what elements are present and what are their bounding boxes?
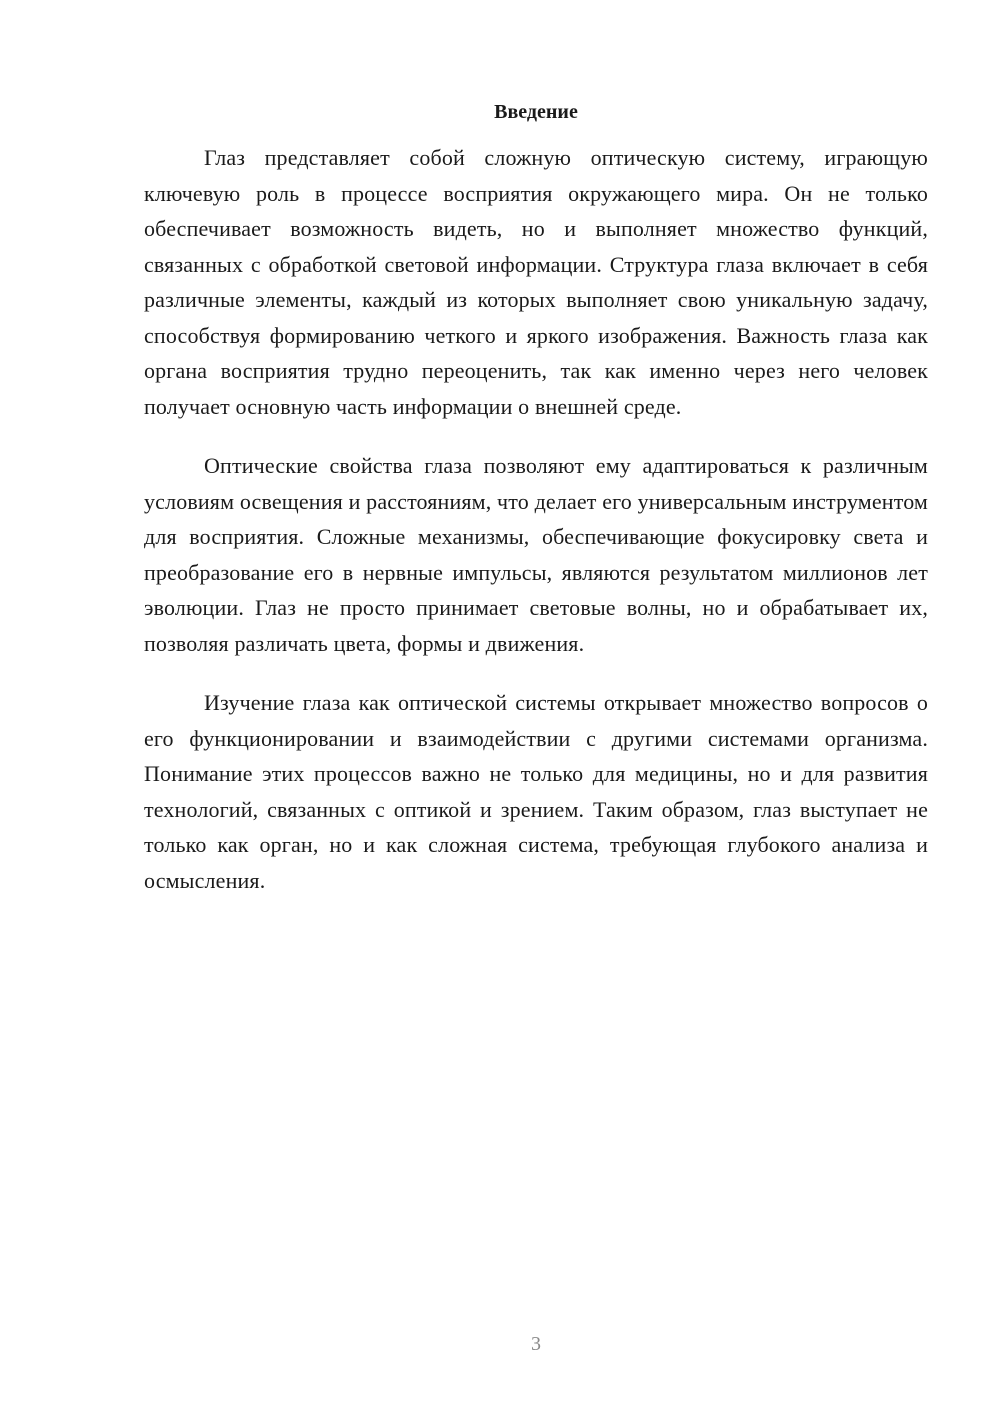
- page-number: 3: [531, 1333, 541, 1355]
- paragraph-3: Изучение глаза как оптической системы открывает множество вопросов о его функционировании и взаимодействии с другими системами организма. Понимание этих процессов важно не только для медицины, но и для развития технологий, связанных с оптикой и зрением. Таким образом, глаз выступает не только как орган, но и как сложная система, требующая глубокого анализа и осмысления.: [144, 690, 928, 893]
- page-content: [144, 96, 928, 922]
- paragraph-1: Глаз представляет собой сложную оптическую систему, играющую ключевую роль в процессе восприятия окружающего мира. Он не только обеспечивает возможность видеть, но и выполняет множество функций, связанных с обработкой световой информации. Структура глаза включает в себя различные элементы, каждый из которых выполняет свою уникальную задачу, способствуя формированию четкого и яркого изображения. Важность глаза как органа восприятия трудно переоценить, так как именно через него человек получает основную часть информации о внешней среде.: [144, 145, 928, 419]
- paragraph-2: Оптические свойства глаза позволяют ему адаптироваться к различным условиям освещения и расстояниям, что делает его универсальным инструментом для восприятия. Сложные механизмы, обеспечивающие фокусировку света и преобразование его в нервные импульсы, являются результатом миллионов лет эволюции. Глаз не просто принимает световые волны, но и обрабатывает их, позволяя различать цвета, формы и движения.: [144, 453, 928, 656]
- section-heading: Введение: [494, 101, 578, 123]
